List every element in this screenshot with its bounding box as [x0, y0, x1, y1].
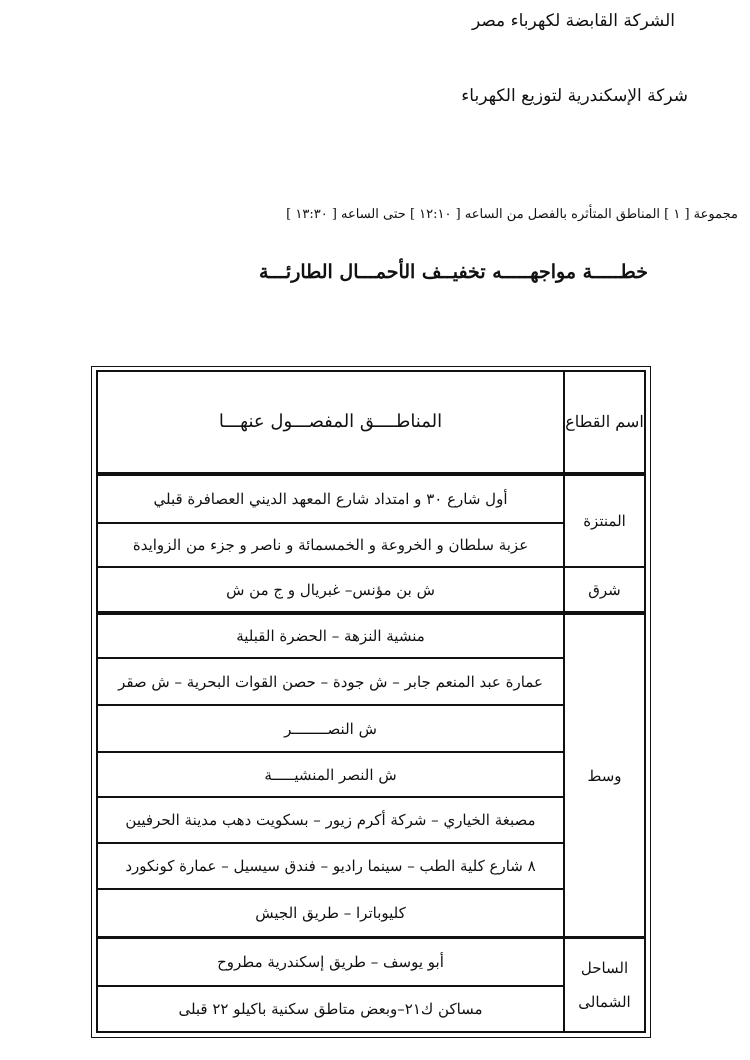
- sector-name-sahel-shamali: [565, 939, 644, 1031]
- sector-name-sharq: شرق: [588, 580, 621, 599]
- sector-name-montazah: المنتزة: [583, 512, 626, 530]
- area-cell: كليوباترا – طريق الجيش: [255, 904, 406, 922]
- area-cell: ش النصــــــــر: [284, 719, 377, 738]
- area-cell: ش النصر المنشيـــــة: [264, 765, 397, 784]
- area-cell: أبو يوسف – طريق إسكندرية مطروح: [217, 953, 444, 971]
- group-time-line: مجموعة [ ١ ] المناطق المتأثره بالفصل من الساعه [ ١٢:١٠ ] حتى الساعه [ ١٣:٣٠ ]: [286, 207, 738, 222]
- sector-name-line: الشمالى: [578, 993, 631, 1011]
- area-cell: منشية النزهة – الحضرة القبلية: [236, 627, 425, 645]
- sector-name-line: الساحل: [580, 959, 629, 977]
- plan-title: خطـــــة مواجهـــــه تخفيــف الأحمـــال الطارئـــة: [259, 261, 648, 283]
- area-cell: أول شارع ٣٠ و امتداد شارع المعهد الديني العصافرة قبلي: [153, 490, 508, 508]
- area-cell: عمارة عبد المنعم جابر – ش جودة – حصن القوات البحرية – ش صقر: [118, 672, 543, 691]
- area-cell: ش بن مؤنس– غبريال و ج من ش: [226, 580, 435, 599]
- holding-company-name: الشركة القابضة لكهرباء مصر: [471, 11, 675, 31]
- area-cell: مصبغة الخياري – شركة أكرم زيور – بسكويت دهب مدينة الحرفيين: [125, 811, 536, 829]
- column-header-sector: اسم القطاع: [565, 412, 644, 431]
- column-header-areas: المناطــــق المفصـــول عنهـــا: [218, 411, 443, 432]
- sector-name-wasat: وسط: [587, 766, 622, 785]
- area-cell: مساكن ك٢١–وبعض متاطق سكنية باكيلو ٢٢ قبلى: [178, 1000, 483, 1018]
- distribution-company-name: شركة الإسكندرية لتوزيع الكهرباء: [461, 86, 688, 106]
- area-cell: ٨ شارع كلية الطب – سينما راديو – فندق سيسيل – عمارة كونكورد: [125, 857, 536, 875]
- area-cell: عزبة سلطان و الخروعة و الخمسمائة و ناصر و جزء من الزوايدة: [132, 536, 529, 554]
